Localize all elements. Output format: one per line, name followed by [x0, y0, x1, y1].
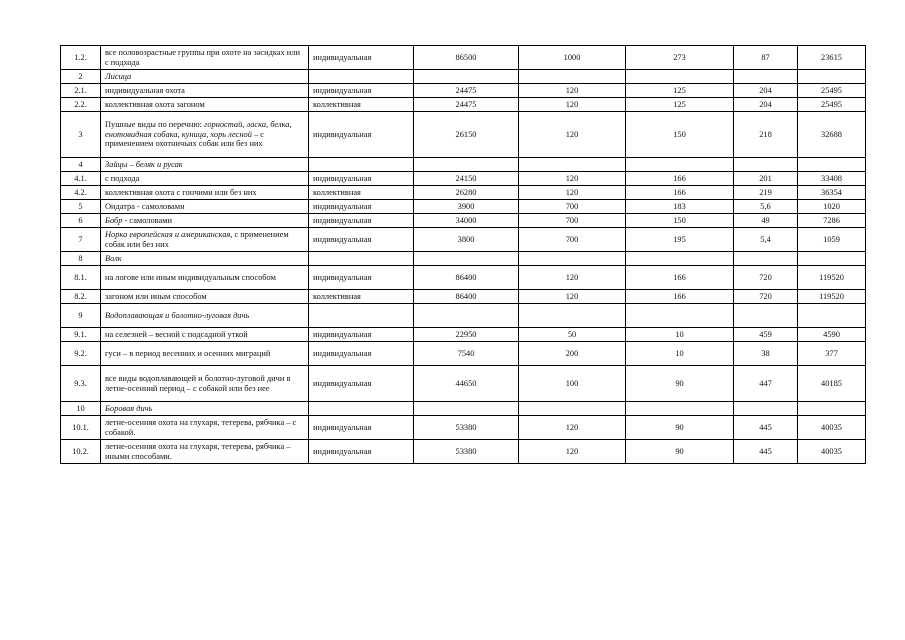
value-cell-4: 204	[734, 98, 798, 112]
value-cell-2: 120	[519, 98, 626, 112]
hunt-type-cell: индивидуальная	[309, 366, 414, 402]
species-text-part: Боровая дичь	[105, 403, 153, 413]
species-text-part: Бобр	[105, 215, 123, 225]
value-cell-5: 40035	[798, 440, 866, 464]
value-cell-2: 100	[519, 366, 626, 402]
row-number-cell: 4.1.	[61, 172, 101, 186]
value-cell-1	[414, 252, 519, 266]
table-row	[61, 290, 866, 304]
value-cell-5	[798, 158, 866, 172]
hunt-type-cell	[309, 158, 414, 172]
species-text-part: коллективная охота загоном	[105, 99, 205, 109]
hunt-type-cell: индивидуальная	[309, 46, 414, 70]
value-cell-1: 86500	[414, 46, 519, 70]
value-cell-5: 33408	[798, 172, 866, 186]
value-cell-2: 120	[519, 112, 626, 158]
row-number-cell: 9.3.	[61, 366, 101, 402]
species-text-part: на селезней – весной с подсадной уткой	[105, 329, 248, 339]
value-cell-5: 377	[798, 342, 866, 366]
species-method-cell	[101, 440, 309, 464]
table-row	[61, 98, 866, 112]
species-text-part: Зайцы – беляк и русак	[105, 159, 183, 169]
value-cell-4	[734, 402, 798, 416]
row-number-cell: 1.2.	[61, 46, 101, 70]
species-text-part: Водоплавающая и болотно-луговая дичь	[105, 310, 250, 320]
value-cell-3: 273	[626, 46, 734, 70]
value-cell-4	[734, 252, 798, 266]
table-row	[61, 342, 866, 366]
species-text-part: на логове или иным индивидуальным способом	[105, 272, 276, 282]
value-cell-4: 219	[734, 186, 798, 200]
value-cell-1: 22950	[414, 328, 519, 342]
value-cell-4	[734, 304, 798, 328]
value-cell-5: 119520	[798, 290, 866, 304]
value-cell-2: 120	[519, 266, 626, 290]
hunt-type-cell: индивидуальная	[309, 112, 414, 158]
value-cell-5: 40035	[798, 416, 866, 440]
table-row	[61, 366, 866, 402]
value-cell-2: 1000	[519, 46, 626, 70]
value-cell-2	[519, 304, 626, 328]
hunt-type-cell: индивидуальная	[309, 440, 414, 464]
hunt-type-cell: индивидуальная	[309, 416, 414, 440]
value-cell-3: 150	[626, 214, 734, 228]
species-method-cell	[101, 172, 309, 186]
value-cell-2	[519, 158, 626, 172]
species-text-part: Пушные виды по перечню:	[105, 120, 205, 130]
species-method-cell	[101, 70, 309, 84]
table-row	[61, 186, 866, 200]
row-number-cell: 2	[61, 70, 101, 84]
section-row	[61, 304, 866, 328]
section-row	[61, 252, 866, 266]
row-number-cell: 9.1.	[61, 328, 101, 342]
species-text-part: – с применением охотничьих собак или без них	[105, 129, 264, 149]
species-text-part: летне-осенняя охота на глухаря, тетерева, рябчика – иными способами.	[105, 442, 291, 461]
value-cell-1: 53380	[414, 440, 519, 464]
value-cell-2: 120	[519, 290, 626, 304]
hunt-type-cell: индивидуальная	[309, 172, 414, 186]
hunt-type-cell: индивидуальная	[309, 200, 414, 214]
hunt-type-cell: индивидуальная	[309, 84, 414, 98]
value-cell-5	[798, 70, 866, 84]
value-cell-3: 166	[626, 290, 734, 304]
hunt-type-cell: индивидуальная	[309, 228, 414, 252]
value-cell-1: 3800	[414, 228, 519, 252]
value-cell-4: 5,4	[734, 228, 798, 252]
species-method-cell	[101, 402, 309, 416]
value-cell-2: 120	[519, 186, 626, 200]
value-cell-4: 87	[734, 46, 798, 70]
value-cell-1: 53380	[414, 416, 519, 440]
species-method-cell	[101, 186, 309, 200]
species-method-cell	[101, 112, 309, 158]
row-number-cell: 9	[61, 304, 101, 328]
value-cell-3	[626, 304, 734, 328]
table-row	[61, 112, 866, 158]
species-text-part: гуси – в период весенних и осенних миграций	[105, 348, 271, 358]
value-cell-2: 120	[519, 440, 626, 464]
hunt-type-cell: индивидуальная	[309, 214, 414, 228]
species-text-part: Ондатра - самоловами	[105, 201, 185, 211]
table-row	[61, 214, 866, 228]
value-cell-5: 36354	[798, 186, 866, 200]
row-number-cell: 3	[61, 112, 101, 158]
value-cell-3	[626, 70, 734, 84]
species-method-cell	[101, 200, 309, 214]
value-cell-2: 700	[519, 200, 626, 214]
value-cell-3: 125	[626, 84, 734, 98]
value-cell-2: 700	[519, 214, 626, 228]
species-method-cell	[101, 290, 309, 304]
value-cell-4: 720	[734, 266, 798, 290]
value-cell-4	[734, 70, 798, 84]
value-cell-4	[734, 158, 798, 172]
hunting-norms-table	[60, 45, 866, 464]
row-number-cell: 10	[61, 402, 101, 416]
value-cell-4: 445	[734, 440, 798, 464]
value-cell-1	[414, 70, 519, 84]
row-number-cell: 9.2.	[61, 342, 101, 366]
value-cell-3: 90	[626, 440, 734, 464]
value-cell-3: 10	[626, 328, 734, 342]
hunt-type-cell	[309, 252, 414, 266]
hunt-type-cell	[309, 402, 414, 416]
value-cell-3: 90	[626, 366, 734, 402]
value-cell-5: 1020	[798, 200, 866, 214]
value-cell-3: 10	[626, 342, 734, 366]
value-cell-1: 34000	[414, 214, 519, 228]
value-cell-1: 26150	[414, 112, 519, 158]
species-method-cell	[101, 304, 309, 328]
species-text-part: Лисица	[105, 71, 132, 81]
table-row	[61, 266, 866, 290]
value-cell-4: 720	[734, 290, 798, 304]
row-number-cell: 10.2.	[61, 440, 101, 464]
value-cell-1: 7540	[414, 342, 519, 366]
species-text-part: все половозрастные группы при охоте на засидках или с подхода	[105, 48, 300, 67]
value-cell-5	[798, 402, 866, 416]
table-row	[61, 200, 866, 214]
row-number-cell: 8.2.	[61, 290, 101, 304]
species-text-part: Норка европейская и американская	[105, 230, 231, 240]
hunt-type-cell	[309, 70, 414, 84]
table-row	[61, 84, 866, 98]
row-number-cell: 2.1.	[61, 84, 101, 98]
species-text-part: - самоловами	[122, 215, 173, 225]
value-cell-2: 700	[519, 228, 626, 252]
species-method-cell	[101, 342, 309, 366]
hunt-type-cell: индивидуальная	[309, 328, 414, 342]
species-method-cell	[101, 98, 309, 112]
value-cell-4: 445	[734, 416, 798, 440]
value-cell-5: 32688	[798, 112, 866, 158]
species-method-cell	[101, 84, 309, 98]
species-text-part: с подхода	[105, 173, 140, 183]
row-number-cell: 8.1.	[61, 266, 101, 290]
species-method-cell	[101, 158, 309, 172]
species-method-cell	[101, 416, 309, 440]
value-cell-1: 44650	[414, 366, 519, 402]
value-cell-1	[414, 304, 519, 328]
value-cell-1	[414, 402, 519, 416]
table-row	[61, 416, 866, 440]
value-cell-3: 90	[626, 416, 734, 440]
species-text-part: горностай, ласка, белка, енотовидная собака, куница, хорь лесной	[105, 120, 292, 139]
value-cell-5: 1059	[798, 228, 866, 252]
hunt-type-cell: индивидуальная	[309, 266, 414, 290]
section-row	[61, 70, 866, 84]
hunt-type-cell: коллективная	[309, 186, 414, 200]
hunt-type-cell	[309, 304, 414, 328]
species-method-cell	[101, 328, 309, 342]
species-method-cell	[101, 366, 309, 402]
species-text-part: индивидуальная охота	[105, 85, 185, 95]
value-cell-3	[626, 402, 734, 416]
value-cell-2	[519, 402, 626, 416]
value-cell-1: 24150	[414, 172, 519, 186]
row-number-cell: 2.2.	[61, 98, 101, 112]
value-cell-5: 119520	[798, 266, 866, 290]
value-cell-4: 5,6	[734, 200, 798, 214]
table-row	[61, 228, 866, 252]
value-cell-5	[798, 304, 866, 328]
table-body	[61, 46, 866, 464]
value-cell-4: 218	[734, 112, 798, 158]
row-number-cell: 10.1.	[61, 416, 101, 440]
hunt-type-cell: коллективная	[309, 290, 414, 304]
table-row	[61, 172, 866, 186]
value-cell-2: 120	[519, 84, 626, 98]
value-cell-5: 7286	[798, 214, 866, 228]
value-cell-3: 195	[626, 228, 734, 252]
value-cell-4: 447	[734, 366, 798, 402]
species-text-part: все виды водоплавающей и болотно-луговой дичи в летне-осенний период – с собакой или без нее	[105, 374, 291, 393]
value-cell-4: 38	[734, 342, 798, 366]
value-cell-2	[519, 70, 626, 84]
species-text-part: Волк	[105, 253, 122, 263]
species-text-part: загоном или иным способом	[105, 291, 207, 301]
row-number-cell: 5	[61, 200, 101, 214]
species-method-cell	[101, 46, 309, 70]
value-cell-2: 50	[519, 328, 626, 342]
value-cell-5: 40185	[798, 366, 866, 402]
row-number-cell: 4	[61, 158, 101, 172]
section-row	[61, 158, 866, 172]
section-row	[61, 402, 866, 416]
row-number-cell: 6	[61, 214, 101, 228]
value-cell-5: 25495	[798, 98, 866, 112]
value-cell-3	[626, 252, 734, 266]
species-text-part: , с применением собак или без них	[105, 230, 289, 249]
value-cell-1	[414, 158, 519, 172]
table-row	[61, 440, 866, 464]
row-number-cell: 7	[61, 228, 101, 252]
value-cell-5: 25495	[798, 84, 866, 98]
value-cell-5	[798, 252, 866, 266]
value-cell-3: 166	[626, 172, 734, 186]
value-cell-3: 166	[626, 266, 734, 290]
value-cell-3: 150	[626, 112, 734, 158]
value-cell-4: 201	[734, 172, 798, 186]
value-cell-3: 183	[626, 200, 734, 214]
value-cell-2: 120	[519, 416, 626, 440]
species-method-cell	[101, 214, 309, 228]
value-cell-2: 120	[519, 172, 626, 186]
species-method-cell	[101, 252, 309, 266]
value-cell-1: 26280	[414, 186, 519, 200]
hunt-type-cell: индивидуальная	[309, 342, 414, 366]
species-text-part: коллективная охота с гончими или без них	[105, 187, 257, 197]
value-cell-1: 24475	[414, 98, 519, 112]
value-cell-1: 86400	[414, 290, 519, 304]
value-cell-3: 166	[626, 186, 734, 200]
value-cell-1: 86400	[414, 266, 519, 290]
row-number-cell: 8	[61, 252, 101, 266]
value-cell-1: 3900	[414, 200, 519, 214]
value-cell-3: 125	[626, 98, 734, 112]
value-cell-4: 204	[734, 84, 798, 98]
value-cell-4: 459	[734, 328, 798, 342]
value-cell-5: 4590	[798, 328, 866, 342]
value-cell-1: 24475	[414, 84, 519, 98]
hunt-type-cell: коллективная	[309, 98, 414, 112]
species-text-part: летне-осенняя охота на глухаря, тетерева, рябчика – с собакой.	[105, 418, 297, 437]
value-cell-2: 200	[519, 342, 626, 366]
species-method-cell	[101, 266, 309, 290]
value-cell-4: 49	[734, 214, 798, 228]
table-row	[61, 46, 866, 70]
row-number-cell: 4.2.	[61, 186, 101, 200]
table-row	[61, 328, 866, 342]
value-cell-5: 23615	[798, 46, 866, 70]
value-cell-2	[519, 252, 626, 266]
species-method-cell	[101, 228, 309, 252]
value-cell-3	[626, 158, 734, 172]
